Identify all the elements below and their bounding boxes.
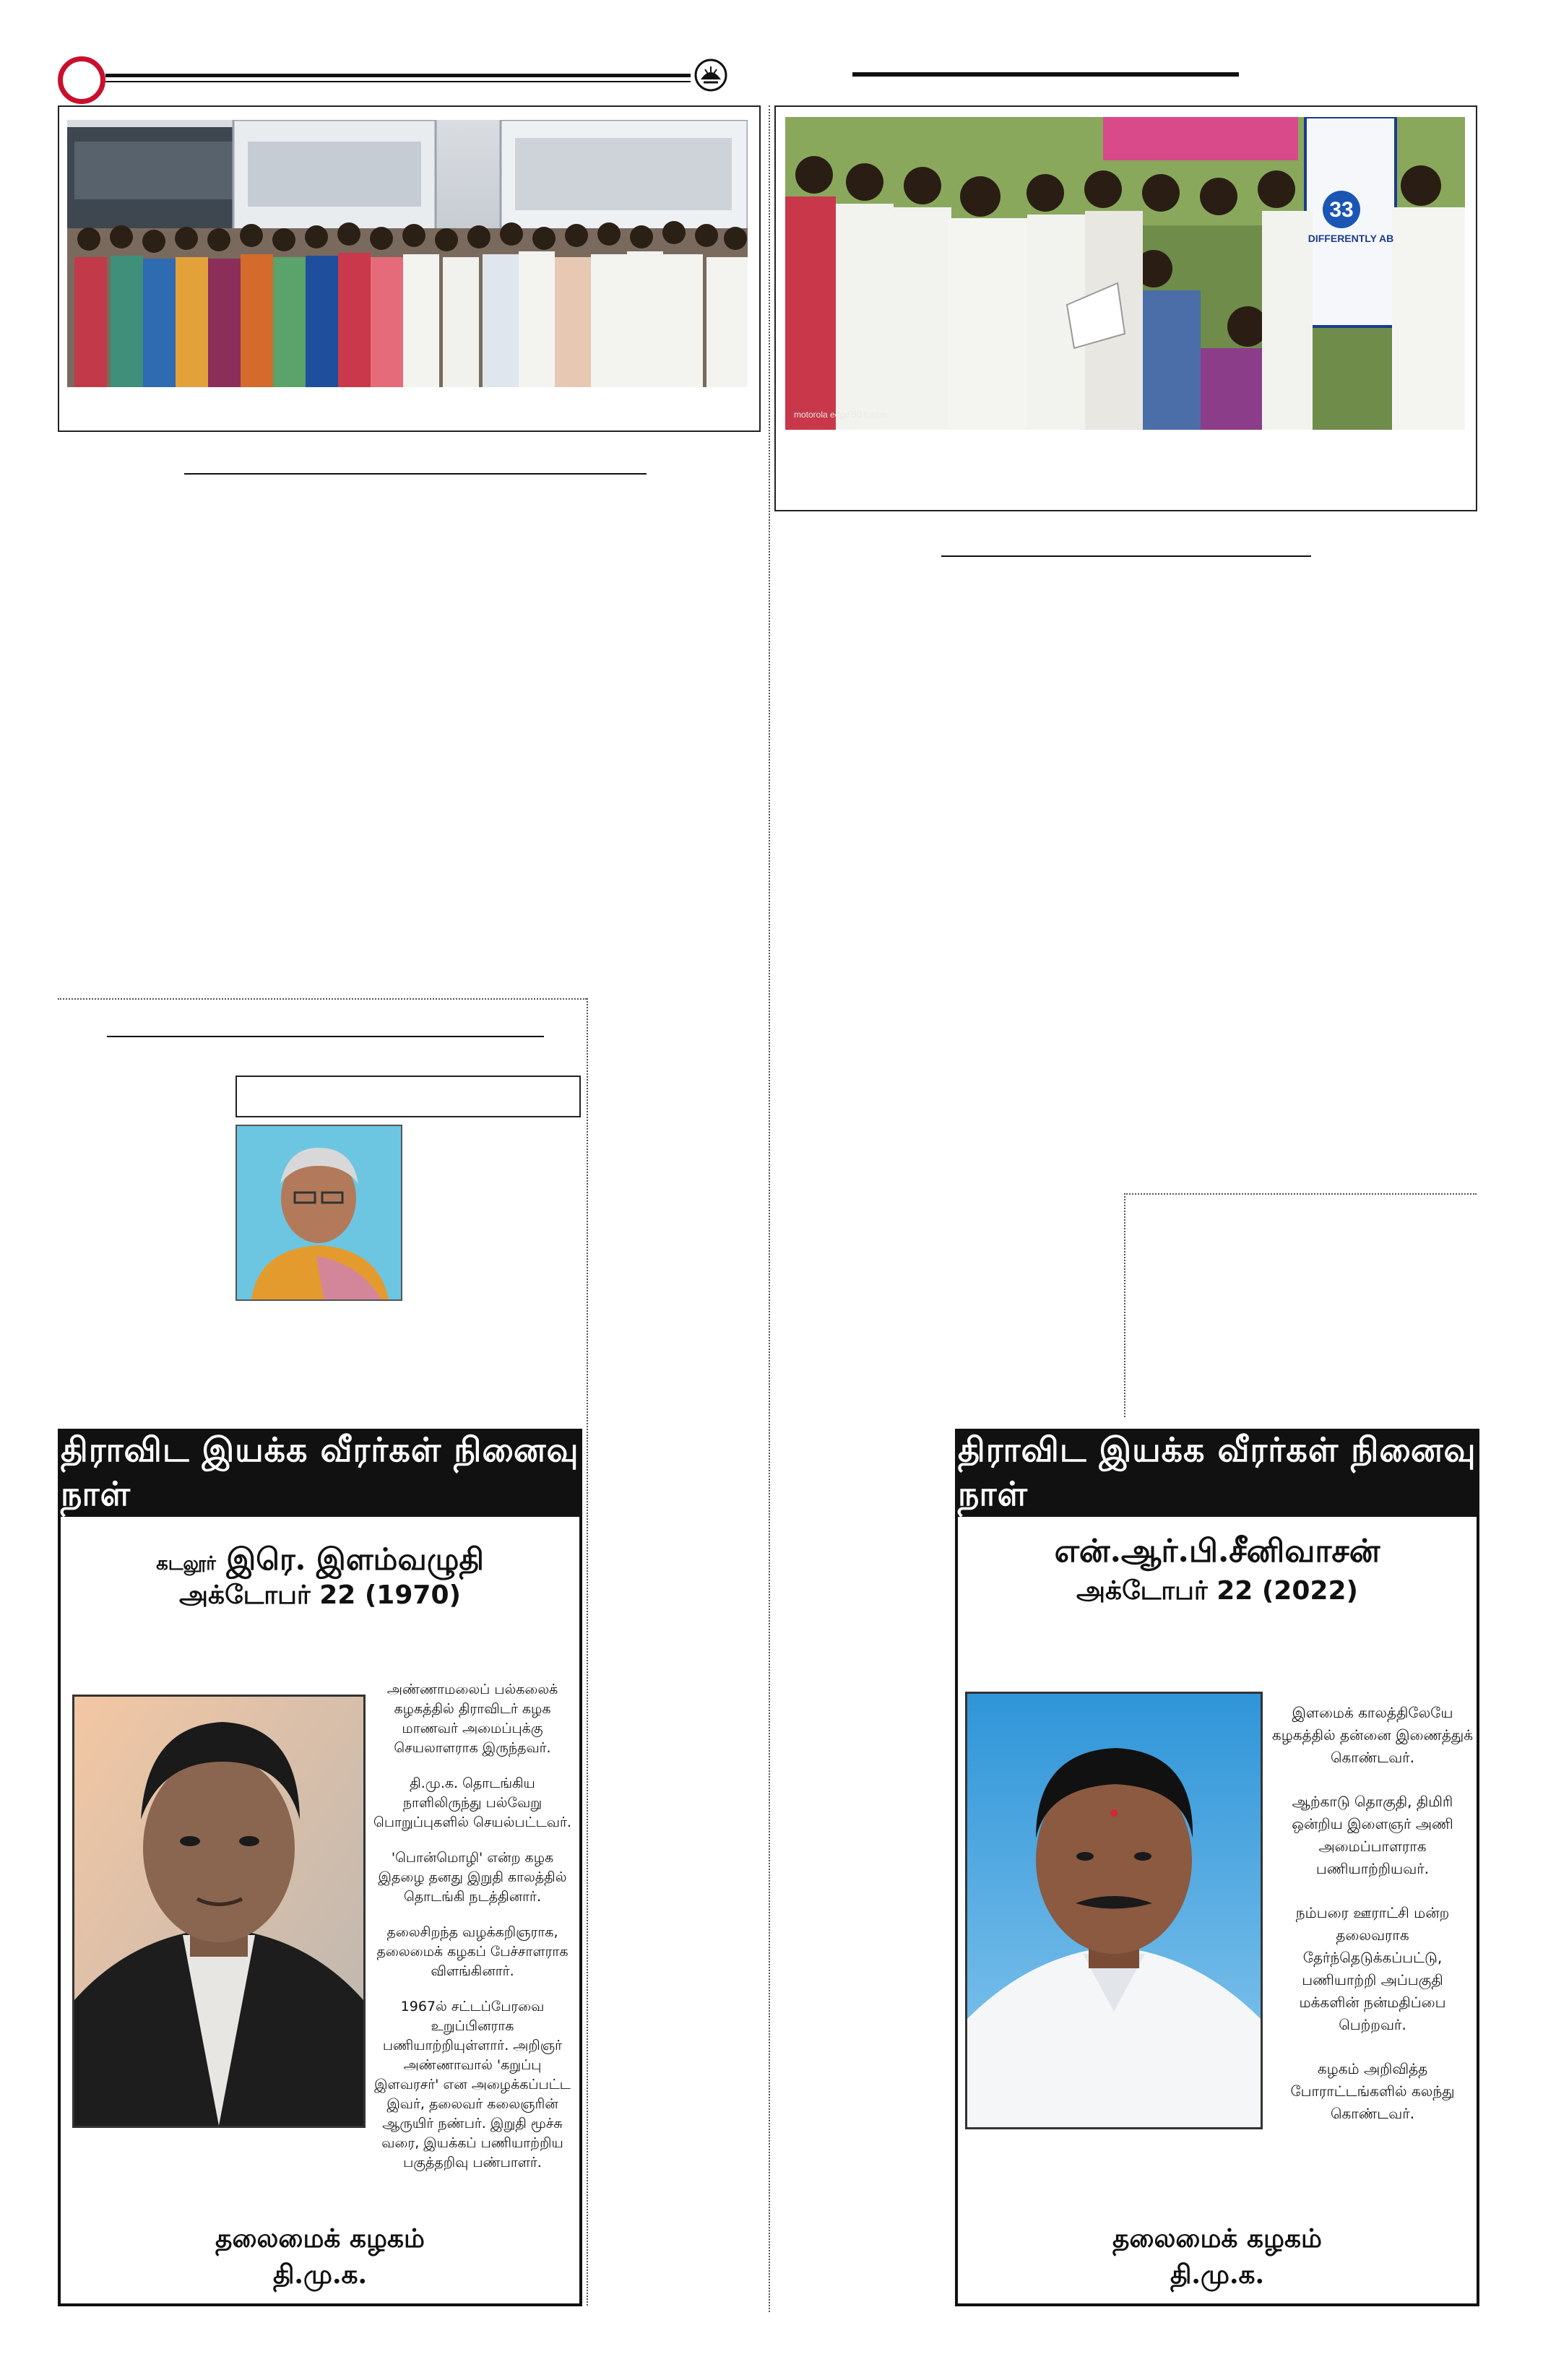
header-rule-left — [105, 74, 691, 77]
memorial-date: அக்டோபர் 22 (1970) — [179, 1580, 461, 1610]
column-divider — [769, 105, 770, 2312]
right-box-top-border — [1124, 1193, 1477, 1195]
footer-org: தலைமைக் கழகம் — [1112, 2223, 1322, 2254]
ad-heading: திராவிட இயக்க வீரர்கள் நினைவு நாள் — [958, 1432, 1477, 1517]
right-box-left-border — [1124, 1193, 1125, 1417]
banner-text: DIFFERENTLY AB — [1308, 233, 1394, 244]
person-name: என்.ஆர்.பி.சீனிவாசன் — [1054, 1533, 1380, 1570]
bio-paragraph: கழகம் அறிவித்த போராட்டங்களில் கலந்து கொண்டவர். — [1290, 2060, 1455, 2122]
elderly-woman-photo — [235, 1125, 402, 1301]
name-label-box — [235, 1076, 581, 1117]
group-photo-buses — [67, 120, 748, 387]
group-photo-petition — [785, 117, 1465, 430]
name-prefix: கடலூர் — [156, 1553, 216, 1575]
left-box-title-rule — [107, 1036, 544, 1037]
memorial-date: அக்டோபர் 22 (2022) — [1076, 1576, 1358, 1606]
memorial-ad-left — [58, 1429, 582, 2306]
ad-footer — [958, 2220, 1477, 2293]
ad-heading: திராவிட இயக்க வீரர்கள் நினைவு நாள் — [61, 1432, 579, 1517]
left-caption-rule — [184, 473, 647, 475]
bio-paragraph: ஆற்காடு தொகுதி, திமிரி ஒன்றிய இளைஞர் அணி அமைப்பாளராக பணியாற்றியவர். — [1292, 1793, 1453, 1877]
footer-party: தி.மு.க. — [272, 2259, 368, 2290]
footer-org: தலைமைக் கழகம் — [215, 2223, 425, 2254]
bio-paragraph: நம்பரை ஊராட்சி மன்ற தலைவராக தேர்ந்தெடுக்கப்பட்டு, பணியாற்றி அப்பகுதி மக்களின் நன்மதிப்பை பெற்றவர். — [1295, 1904, 1450, 2033]
header-rule-right — [852, 72, 1239, 77]
banner-number-badge: 33 — [1329, 198, 1354, 222]
header-rule-left-thin — [105, 81, 691, 82]
footer-party: தி.மு.க. — [1170, 2259, 1265, 2290]
bio-paragraph: தலைசிறந்த வழக்கறிஞராக, தலைமைக் கழகப் பேச்சாளராக விளங்கினார். — [376, 1924, 569, 1979]
red-circle-logo-icon — [58, 56, 105, 104]
left-box-top-border — [58, 998, 587, 1000]
rising-sun-emblem-icon — [693, 58, 728, 92]
bio-text-left — [371, 1680, 574, 2189]
right-caption-rule — [941, 555, 1311, 557]
bio-paragraph: இளமைக் காலத்திலேயே கழகத்தில் தன்னை இணைத்துக் கொண்டவர். — [1271, 1704, 1474, 1766]
camera-watermark: motorola edge 50 fusion — [794, 410, 887, 420]
bio-text-right — [1270, 1702, 1475, 2141]
ad-footer — [61, 2220, 579, 2293]
bio-paragraph: தி.மு.க. தொடங்கிய நாளிலிருந்து பல்வேறு பொறுப்புகளில் செயல்பட்டவர். — [373, 1775, 571, 1830]
left-box-right-border — [587, 998, 588, 2306]
name-main: இரெ. இளம்வழுதி — [226, 1541, 484, 1577]
person-name — [61, 1541, 579, 1581]
bio-paragraph: அண்ணாமலைப் பல்கலைக் கழகத்தில் திராவிடர் கழக மாணவர் அமைப்புக்கு செயலாளராக இருந்தவர். — [386, 1682, 558, 1756]
bio-paragraph: 'பொன்மொழி' என்ற கழக இதழை தனது இறுதி காலத்தில் தொடங்கி நடத்தினார். — [378, 1850, 567, 1905]
memorial-ad-right — [955, 1429, 1479, 2306]
portrait-photo-left — [72, 1695, 366, 2128]
bio-paragraph: 1967ல் சட்டப்பேரவை உறுப்பினராக பணியாற்றியுள்ளார். அறிஞர் அண்ணாவால் 'கறுப்பு இளவரசர்' என அழைக்கப்பட்ட இவர், தலைவர் கலைஞரின் ஆருயிர் நண்பர். இறுதி மூச்சு வரை, இயக்கப் பணியாற்றிய பகுத்தறிவு பண்பாளர். — [374, 1999, 571, 2171]
portrait-photo-right — [965, 1692, 1263, 2129]
